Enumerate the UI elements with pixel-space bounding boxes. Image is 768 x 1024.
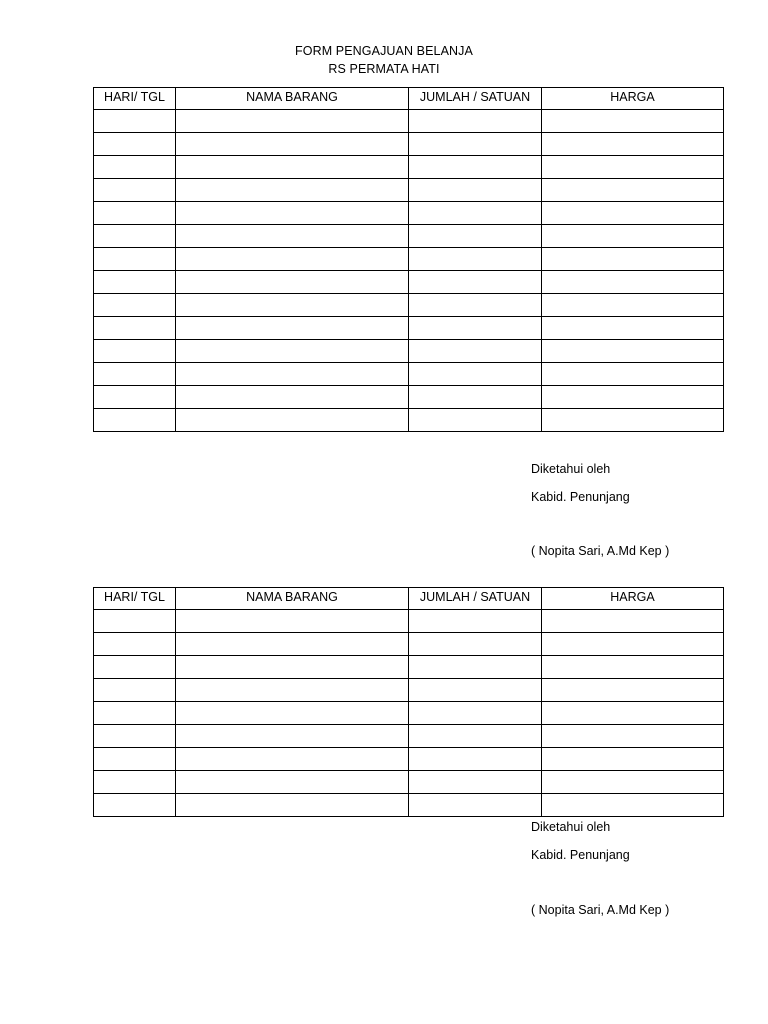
cell-quantity-unit[interactable] [409, 294, 542, 317]
cell-item-name[interactable] [176, 409, 409, 432]
column-header-item-name: NAMA BARANG [176, 588, 409, 610]
cell-quantity-unit[interactable] [409, 610, 542, 633]
cell-item-name[interactable] [176, 317, 409, 340]
cell-date[interactable] [94, 202, 176, 225]
cell-quantity-unit[interactable] [409, 363, 542, 386]
cell-price[interactable] [542, 363, 724, 386]
table-row [94, 633, 724, 656]
cell-item-name[interactable] [176, 202, 409, 225]
cell-date[interactable] [94, 610, 176, 633]
column-header-quantity-unit: JUMLAH / SATUAN [409, 88, 542, 110]
cell-price[interactable] [542, 317, 724, 340]
cell-price[interactable] [542, 656, 724, 679]
form-subtitle: RS PERMATA HATI [328, 62, 440, 76]
cell-item-name[interactable] [176, 179, 409, 202]
cell-price[interactable] [542, 179, 724, 202]
table-row [94, 340, 724, 363]
cell-quantity-unit[interactable] [409, 386, 542, 409]
table-row [94, 179, 724, 202]
cell-item-name[interactable] [176, 794, 409, 817]
table-row [94, 317, 724, 340]
cell-quantity-unit[interactable] [409, 248, 542, 271]
cell-item-name[interactable] [176, 610, 409, 633]
cell-item-name[interactable] [176, 771, 409, 794]
cell-date[interactable] [94, 294, 176, 317]
cell-date[interactable] [94, 248, 176, 271]
column-header-date: HARI/ TGL [94, 588, 176, 610]
cell-price[interactable] [542, 748, 724, 771]
table-row [94, 202, 724, 225]
cell-price[interactable] [542, 610, 724, 633]
cell-quantity-unit[interactable] [409, 156, 542, 179]
signature-name: ( Nopita Sari, A.Md Kep ) [531, 903, 670, 917]
column-header-price: HARGA [542, 588, 724, 610]
cell-quantity-unit[interactable] [409, 317, 542, 340]
cell-date[interactable] [94, 656, 176, 679]
cell-item-name[interactable] [176, 133, 409, 156]
cell-item-name[interactable] [176, 110, 409, 133]
signature-known-by: Diketahui oleh [531, 820, 611, 834]
cell-date[interactable] [94, 409, 176, 432]
table-row [94, 679, 724, 702]
cell-item-name[interactable] [176, 679, 409, 702]
cell-price[interactable] [542, 679, 724, 702]
table-row [94, 702, 724, 725]
table-row [94, 294, 724, 317]
table-row [94, 225, 724, 248]
cell-date[interactable] [94, 156, 176, 179]
cell-price[interactable] [542, 133, 724, 156]
cell-item-name[interactable] [176, 702, 409, 725]
table-header-row [94, 588, 724, 610]
cell-date[interactable] [94, 794, 176, 817]
cell-quantity-unit[interactable] [409, 409, 542, 432]
table-row [94, 133, 724, 156]
cell-quantity-unit[interactable] [409, 340, 542, 363]
column-header-price: HARGA [542, 88, 724, 110]
column-header-date: HARI/ TGL [94, 88, 176, 110]
cell-date[interactable] [94, 633, 176, 656]
cell-price[interactable] [542, 156, 724, 179]
cell-quantity-unit[interactable] [409, 679, 542, 702]
cell-date[interactable] [94, 133, 176, 156]
cell-quantity-unit[interactable] [409, 771, 542, 794]
cell-price[interactable] [542, 294, 724, 317]
cell-item-name[interactable] [176, 156, 409, 179]
table-row [94, 386, 724, 409]
cell-date[interactable] [94, 386, 176, 409]
cell-price[interactable] [542, 110, 724, 133]
cell-date[interactable] [94, 748, 176, 771]
column-header-quantity-unit: JUMLAH / SATUAN [409, 588, 542, 610]
cell-price[interactable] [542, 248, 724, 271]
cell-date[interactable] [94, 340, 176, 363]
cell-date[interactable] [94, 225, 176, 248]
table-row [94, 156, 724, 179]
table-body [94, 110, 724, 432]
table-row [94, 748, 724, 771]
cell-price[interactable] [542, 771, 724, 794]
cell-date[interactable] [94, 110, 176, 133]
cell-quantity-unit[interactable] [409, 702, 542, 725]
table-row [94, 610, 724, 633]
cell-quantity-unit[interactable] [409, 748, 542, 771]
cell-quantity-unit[interactable] [409, 633, 542, 656]
table-row [94, 363, 724, 386]
table-body [94, 610, 724, 817]
table-header-row [94, 88, 724, 110]
cell-price[interactable] [542, 633, 724, 656]
cell-quantity-unit[interactable] [409, 656, 542, 679]
signature-position: Kabid. Penunjang [531, 848, 630, 862]
cell-quantity-unit[interactable] [409, 110, 542, 133]
signature-known-by: Diketahui oleh [531, 462, 611, 476]
cell-price[interactable] [542, 409, 724, 432]
cell-item-name[interactable] [176, 656, 409, 679]
cell-price[interactable] [542, 794, 724, 817]
purchase-table-2 [93, 587, 724, 817]
form-title: FORM PENGAJUAN BELANJA [295, 44, 473, 58]
cell-quantity-unit[interactable] [409, 725, 542, 748]
cell-quantity-unit[interactable] [409, 133, 542, 156]
cell-item-name[interactable] [176, 363, 409, 386]
table-row [94, 409, 724, 432]
cell-price[interactable] [542, 340, 724, 363]
cell-date[interactable] [94, 702, 176, 725]
table-row [94, 794, 724, 817]
cell-date[interactable] [94, 363, 176, 386]
cell-quantity-unit[interactable] [409, 202, 542, 225]
cell-date[interactable] [94, 317, 176, 340]
cell-quantity-unit[interactable] [409, 225, 542, 248]
cell-date[interactable] [94, 179, 176, 202]
cell-item-name[interactable] [176, 748, 409, 771]
table-row [94, 271, 724, 294]
cell-date[interactable] [94, 771, 176, 794]
table-row [94, 656, 724, 679]
cell-quantity-unit[interactable] [409, 794, 542, 817]
cell-item-name[interactable] [176, 386, 409, 409]
cell-date[interactable] [94, 679, 176, 702]
signature-position: Kabid. Penunjang [531, 490, 630, 504]
cell-price[interactable] [542, 386, 724, 409]
cell-price[interactable] [542, 702, 724, 725]
cell-quantity-unit[interactable] [409, 179, 542, 202]
cell-date[interactable] [94, 725, 176, 748]
cell-item-name[interactable] [176, 725, 409, 748]
table-row [94, 771, 724, 794]
cell-item-name[interactable] [176, 633, 409, 656]
cell-price[interactable] [542, 225, 724, 248]
cell-price[interactable] [542, 271, 724, 294]
cell-price[interactable] [542, 725, 724, 748]
purchase-table-1 [93, 87, 724, 432]
cell-price[interactable] [542, 202, 724, 225]
cell-date[interactable] [94, 271, 176, 294]
cell-item-name[interactable] [176, 294, 409, 317]
cell-item-name[interactable] [176, 271, 409, 294]
column-header-item-name: NAMA BARANG [176, 88, 409, 110]
table-row [94, 248, 724, 271]
table-row [94, 110, 724, 133]
cell-item-name[interactable] [176, 248, 409, 271]
cell-item-name[interactable] [176, 340, 409, 363]
cell-item-name[interactable] [176, 225, 409, 248]
cell-quantity-unit[interactable] [409, 271, 542, 294]
table-row [94, 725, 724, 748]
signature-name: ( Nopita Sari, A.Md Kep ) [531, 544, 670, 558]
